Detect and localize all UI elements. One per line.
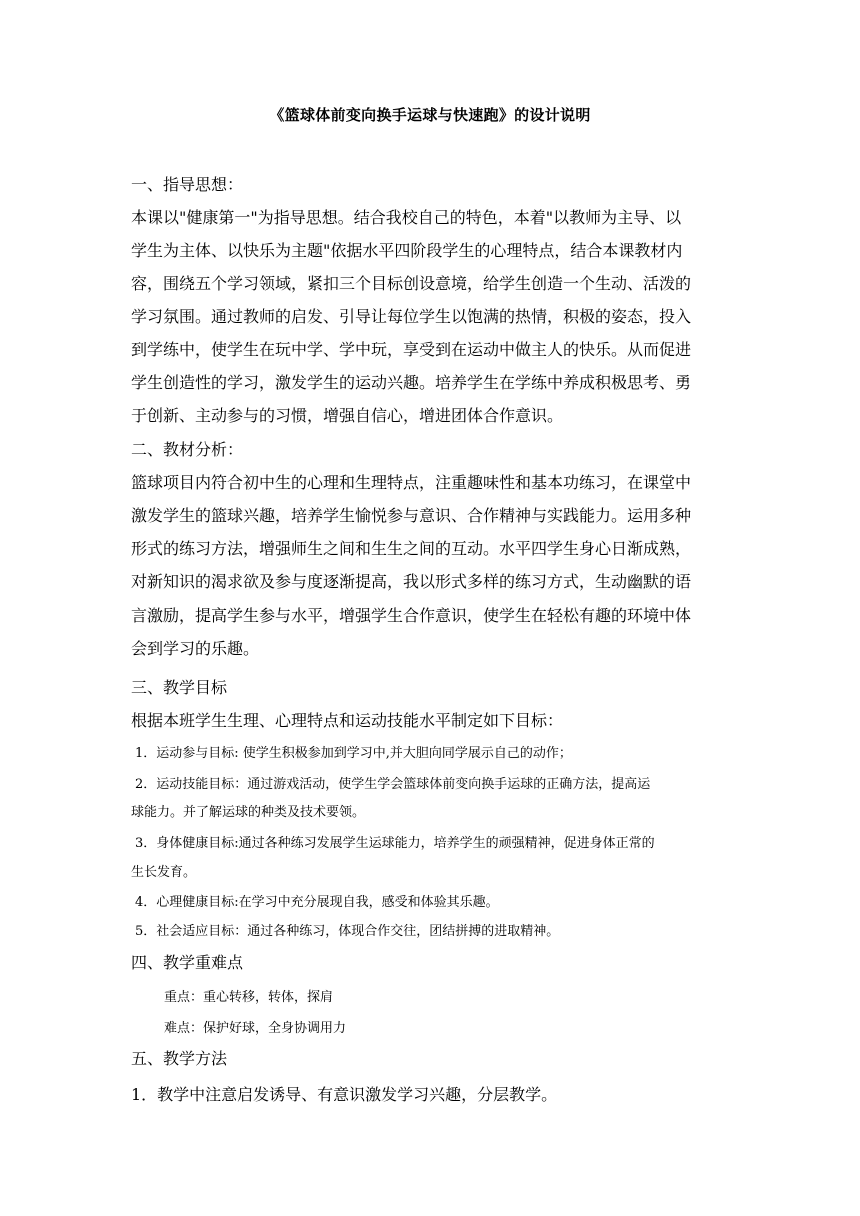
method-item: 1．教学中注意启发诱导、有意识激发学习兴趣，分层教学。 <box>131 1085 558 1104</box>
goal-item: 3．身体健康目标:通过各种练习发展学生运球能力，培养学生的顽强精神，促进身体正常的 <box>135 836 655 851</box>
goals-intro: 根据本班学生生理、心理特点和运动技能水平制定如下目标： <box>131 711 564 730</box>
section-heading-material: 二、教材分析： <box>131 440 244 459</box>
paragraph-line: 篮球项目内符合初中生的心理和生理特点，注重趣味性和基本功练习，在课堂中 <box>131 473 692 492</box>
paragraph-line: 会到学习的乐趣。 <box>131 639 260 658</box>
paragraph-line: 激发学生的篮球兴趣，培养学生愉悦参与意识、合作精神与实践能力。运用多种 <box>131 506 692 525</box>
goal-item: 1．运动参与目标: 使学生积极参加到学习中,并大胆向同学展示自己的动作； <box>135 746 572 761</box>
goal-item: 2．运动技能目标：通过游戏活动，使学生学会篮球体前变向换手运球的正确方法，提高运 <box>135 777 651 792</box>
goal-item: 4．心理健康目标:在学习中充分展现自我，感受和体验其乐趣。 <box>135 895 499 910</box>
section-heading-keypoints: 四、教学重难点 <box>131 953 244 972</box>
section-heading-goals: 三、教学目标 <box>131 678 228 697</box>
paragraph-line: 言激励，提高学生参与水平，增强学生合作意识，使学生在轻松有趣的环境中体 <box>131 606 692 625</box>
paragraph-line: 对新知识的渴求欲及参与度逐渐提高，我以形式多样的练习方式，生动幽默的语 <box>131 572 692 591</box>
document-title: 《篮球体前变向换手运球与快速跑》的设计说明 <box>269 106 591 124</box>
goal-item: 5．社会适应目标：通过各种练习，体现合作交往，团结拼搏的进取精神。 <box>135 924 560 939</box>
goal-item: 生长发育。 <box>131 865 197 880</box>
paragraph-line: 到学练中，使学生在玩中学、学中玩，享受到在运动中做主人的快乐。从而促进 <box>131 340 692 359</box>
key-point: 重点：重心转移，转体，探肩 <box>164 990 334 1005</box>
goal-item: 球能力。并了解运球的种类及技术要领。 <box>131 805 366 820</box>
paragraph-line: 形式的练习方法，增强师生之间和生生之间的互动。水平四学生身心日渐成熟， <box>131 539 692 558</box>
paragraph-line: 本课以"健康第一"为指导思想。结合我校自己的特色，本着"以教师为主导、以 <box>131 208 682 227</box>
paragraph-line: 学生为主体、以快乐为主题"依据水平四阶段学生的心理特点，结合本课教材内 <box>131 241 683 260</box>
section-heading-methods: 五、教学方法 <box>131 1049 228 1068</box>
difficult-point: 难点：保护好球，全身协调用力 <box>164 1021 347 1036</box>
paragraph-line: 学生创造性的学习，激发学生的运动兴趣。培养学生在学练中养成积极思考、勇 <box>131 373 692 392</box>
paragraph-line: 学习氛围。通过教师的启发、引导让每位学生以饱满的热情，积极的姿态，投入 <box>131 307 692 326</box>
paragraph-line: 于创新、主动参与的习惯，增强自信心，增进团体合作意识。 <box>131 406 564 425</box>
section-heading-guiding: 一、指导思想： <box>131 175 244 194</box>
paragraph-line: 容，围绕五个学习领域，紧扣三个目标创设意境，给学生创造一个生动、活泼的 <box>131 274 692 293</box>
